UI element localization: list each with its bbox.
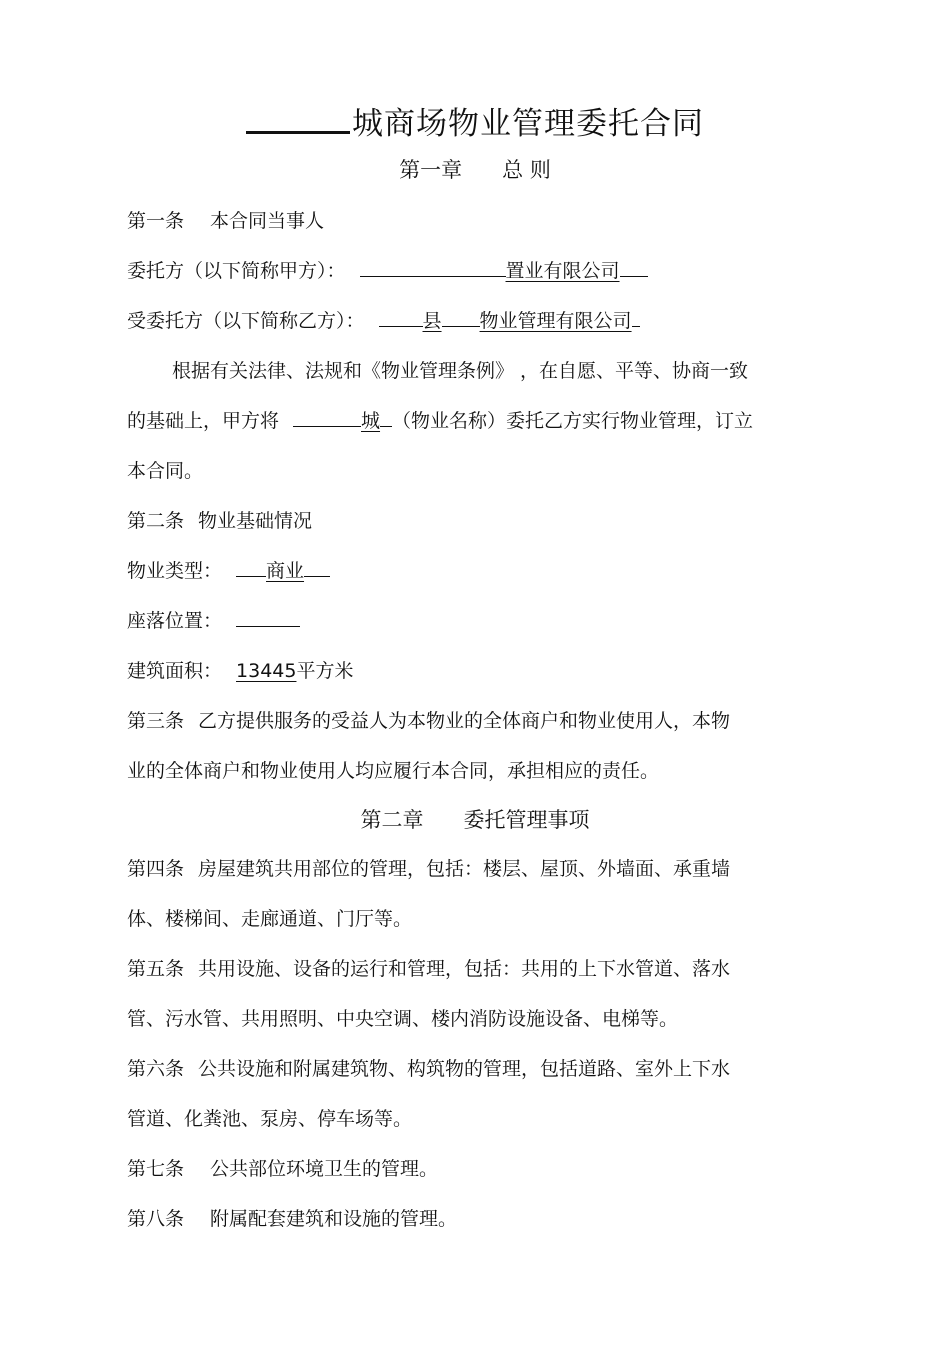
article-7: 第七条 公共部位环境卫生的管理。 <box>127 1158 439 1180</box>
location-line: 座落位置： <box>127 606 300 633</box>
property-type-value: 商业 <box>266 560 305 582</box>
party-a-line: 委托方（以下简称甲方）： 置业有限公司 <box>127 256 648 283</box>
article-5-line-2: 管、污水管、共用照明、中央空调、楼内消防设施设备、电梯等。 <box>127 1008 679 1030</box>
article-5-line-1: 第五条 共用设施、设备的运行和管理，包括：共用的上下水管道、落水 <box>127 958 731 980</box>
article-2: 第二条 物业基础情况 <box>127 510 313 532</box>
article-1: 第一条 本合同当事人 <box>127 210 325 232</box>
article-3-line-2: 业的全体商户和物业使用人均应履行本合同，承担相应的责任。 <box>127 760 660 782</box>
article-4-line-2: 体、楼梯间、走廊通道、门厅等。 <box>127 908 413 930</box>
title-blank <box>246 105 350 134</box>
party-a-value: 置业有限公司 <box>505 260 620 282</box>
article-6-line-1: 第六条 公共设施和附属建筑物、构筑物的管理，包括道路、室外上下水 <box>127 1058 731 1080</box>
party-b-value: 物业管理有限公司 <box>479 310 632 332</box>
area-line: 建筑面积： 13445平方米 <box>127 660 354 682</box>
intro-line-3: 本合同。 <box>127 460 204 482</box>
area-value: 13445 <box>236 660 297 682</box>
property-type-line: 物业类型： 商业 <box>127 556 330 583</box>
party-b-line: 受委托方（以下简称乙方）： 县 物业管理有限公司 <box>127 306 640 333</box>
intro-line-2: 的基础上，甲方将 城 （物业名称）委托乙方实行物业管理，订立 <box>127 410 754 432</box>
chapter-1-heading: 第一章 总 则 <box>399 158 551 182</box>
article-6-line-2: 管道、化粪池、泵房、停车场等。 <box>127 1108 413 1130</box>
article-3-line-1: 第三条 乙方提供服务的受益人为本物业的全体商户和物业使用人，本物 <box>127 710 731 732</box>
intro-line-1: 根据有关法律、法规和《物业管理条例》 ，在自愿、平等、协商一致 <box>172 360 749 382</box>
location-blank <box>236 608 300 627</box>
chapter-2-heading: 第二章 委托管理事项 <box>360 808 590 832</box>
article-4-line-1: 第四条 房屋建筑共用部位的管理，包括：楼层、屋顶、外墙面、承重墙 <box>127 858 731 880</box>
article-8: 第八条 附属配套建筑和设施的管理。 <box>127 1208 458 1230</box>
document-title: 城商场物业管理委托合同 <box>0 98 950 143</box>
